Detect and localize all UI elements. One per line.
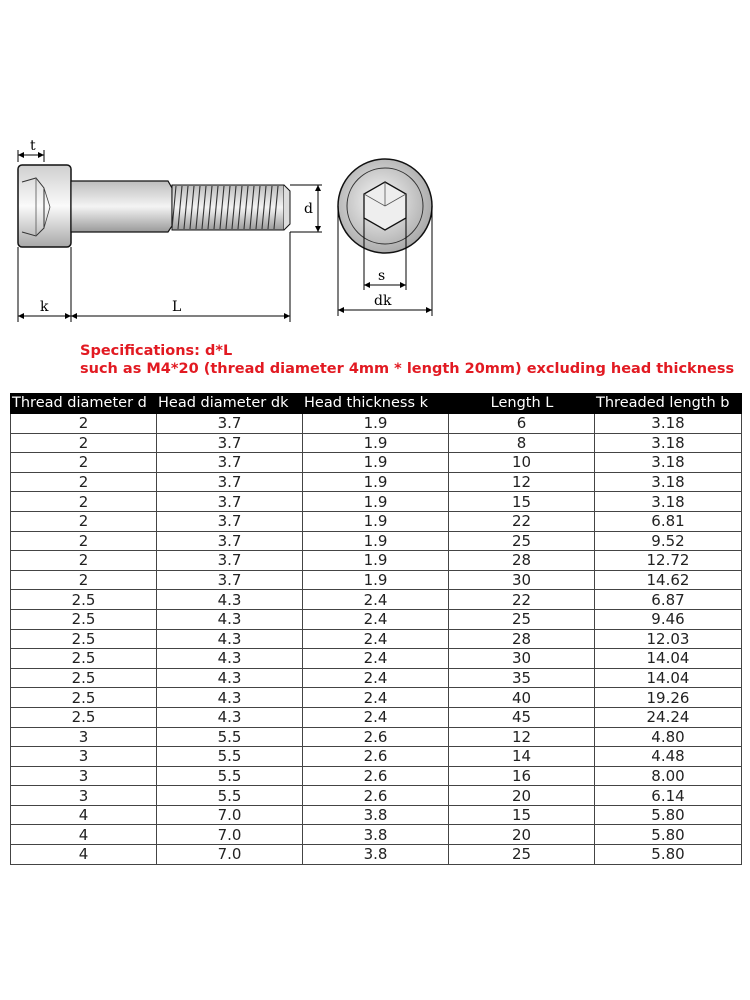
head-diameter-cell: 5.5 <box>157 786 303 806</box>
head-diameter-cell: 3.7 <box>157 551 303 571</box>
length-cell: 22 <box>449 590 595 610</box>
head-thickness-cell: 3.8 <box>303 805 449 825</box>
threaded-length-cell: 3.18 <box>595 492 742 512</box>
thread-diameter-cell: 2.5 <box>11 590 157 610</box>
table-row <box>11 472 742 492</box>
dim-d-label: d <box>304 201 313 217</box>
table-row <box>11 747 742 767</box>
head-thickness-cell: 2.4 <box>303 688 449 708</box>
length-cell: 40 <box>449 688 595 708</box>
dim-dk-label: dk <box>374 293 392 309</box>
screw-side-view <box>18 138 322 322</box>
table-row <box>11 414 742 434</box>
thread-diameter-cell: 2.5 <box>11 668 157 688</box>
length-cell: 45 <box>449 707 595 727</box>
thread-diameter-cell: 2.5 <box>11 688 157 708</box>
head-thickness-cell: 2.6 <box>303 786 449 806</box>
head-diameter-cell: 4.3 <box>157 707 303 727</box>
thread-diameter-cell: 2 <box>11 414 157 434</box>
length-cell: 12 <box>449 727 595 747</box>
head-thickness-cell: 2.6 <box>303 727 449 747</box>
head-thickness-cell: 2.4 <box>303 649 449 669</box>
threaded-length-cell: 14.62 <box>595 570 742 590</box>
head-diameter-cell: 4.3 <box>157 649 303 669</box>
head-thickness-cell: 1.9 <box>303 472 449 492</box>
thread-diameter-cell: 2.5 <box>11 649 157 669</box>
length-cell: 10 <box>449 453 595 473</box>
threaded-length-cell: 12.72 <box>595 551 742 571</box>
threaded-length-cell: 6.14 <box>595 786 742 806</box>
head-diameter-cell: 5.5 <box>157 766 303 786</box>
head-diameter-cell: 4.3 <box>157 668 303 688</box>
head-diameter-cell: 3.7 <box>157 433 303 453</box>
dim-L-label: L <box>172 299 182 315</box>
head-diameter-cell: 4.3 <box>157 590 303 610</box>
length-cell: 6 <box>449 414 595 434</box>
threaded-length-cell: 5.80 <box>595 845 742 865</box>
thread-diameter-cell: 2 <box>11 492 157 512</box>
thread-diameter-cell: 2.5 <box>11 629 157 649</box>
table-header-row <box>11 394 742 414</box>
thread-diameter-cell: 4 <box>11 805 157 825</box>
threaded-length-cell: 3.18 <box>595 414 742 434</box>
spec-line-example: such as M4*20 (thread diameter 4mm * length 20mm) excluding head thickness <box>80 361 735 377</box>
thread-diameter-cell: 2.5 <box>11 707 157 727</box>
length-cell: 25 <box>449 609 595 629</box>
head-diameter-cell: 7.0 <box>157 805 303 825</box>
head-diameter-cell: 5.5 <box>157 747 303 767</box>
table-row <box>11 805 742 825</box>
head-diameter-cell: 3.7 <box>157 492 303 512</box>
thread-diameter-cell: 2 <box>11 472 157 492</box>
threaded-length-cell: 14.04 <box>595 649 742 669</box>
table-row <box>11 629 742 649</box>
table-row <box>11 688 742 708</box>
table-row <box>11 649 742 669</box>
length-cell: 20 <box>449 825 595 845</box>
table-row <box>11 668 742 688</box>
table-row <box>11 453 742 473</box>
spec-line-title: Specifications: d*L <box>80 343 233 359</box>
length-cell: 30 <box>449 649 595 669</box>
head-thickness-cell: 3.8 <box>303 845 449 865</box>
head-diameter-cell: 3.7 <box>157 511 303 531</box>
head-diameter-cell: 4.3 <box>157 629 303 649</box>
head-diameter-cell: 3.7 <box>157 531 303 551</box>
length-cell: 14 <box>449 747 595 767</box>
length-cell: 30 <box>449 570 595 590</box>
head-thickness-cell: 2.6 <box>303 747 449 767</box>
table-row <box>11 786 742 806</box>
threaded-length-cell: 19.26 <box>595 688 742 708</box>
head-diameter-cell: 4.3 <box>157 688 303 708</box>
table-row <box>11 511 742 531</box>
head-thickness-cell: 3.8 <box>303 825 449 845</box>
thread-diameter-cell: 2 <box>11 531 157 551</box>
head-thickness-cell: 1.9 <box>303 453 449 473</box>
thread-diameter-cell: 3 <box>11 747 157 767</box>
head-diameter-cell: 5.5 <box>157 727 303 747</box>
threaded-length-cell: 5.80 <box>595 825 742 845</box>
length-cell: 12 <box>449 472 595 492</box>
length-cell: 15 <box>449 805 595 825</box>
threaded-length-cell: 6.87 <box>595 590 742 610</box>
threaded-length-cell: 14.04 <box>595 668 742 688</box>
head-diameter-cell: 3.7 <box>157 453 303 473</box>
threaded-length-cell: 4.80 <box>595 727 742 747</box>
head-thickness-cell: 2.4 <box>303 668 449 688</box>
length-cell: 8 <box>449 433 595 453</box>
table-row <box>11 766 742 786</box>
table-row <box>11 727 742 747</box>
threaded-length-cell: 9.46 <box>595 609 742 629</box>
table-row <box>11 492 742 512</box>
head-diameter-cell: 3.7 <box>157 570 303 590</box>
thread-diameter-cell: 2 <box>11 453 157 473</box>
threaded-length-cell: 12.03 <box>595 629 742 649</box>
thread-diameter-cell: 2 <box>11 433 157 453</box>
dim-s-label: s <box>378 268 386 284</box>
head-thickness-cell: 1.9 <box>303 551 449 571</box>
header-head-thickness: Head thickness k <box>303 394 449 414</box>
head-thickness-cell: 1.9 <box>303 492 449 512</box>
head-thickness-cell: 2.4 <box>303 609 449 629</box>
threaded-length-cell: 5.80 <box>595 805 742 825</box>
header-threaded-length: Threaded length b <box>595 394 742 414</box>
size-table <box>10 393 742 865</box>
threaded-length-cell: 4.48 <box>595 747 742 767</box>
header-length: Length L <box>449 394 595 414</box>
thread-diameter-cell: 2 <box>11 551 157 571</box>
head-thickness-cell: 1.9 <box>303 433 449 453</box>
thread-diameter-cell: 3 <box>11 727 157 747</box>
threaded-length-cell: 8.00 <box>595 766 742 786</box>
length-cell: 15 <box>449 492 595 512</box>
length-cell: 25 <box>449 531 595 551</box>
thread-diameter-cell: 2.5 <box>11 609 157 629</box>
length-cell: 28 <box>449 629 595 649</box>
length-cell: 20 <box>449 786 595 806</box>
length-cell: 16 <box>449 766 595 786</box>
head-thickness-cell: 2.4 <box>303 629 449 649</box>
table-row <box>11 590 742 610</box>
threaded-length-cell: 24.24 <box>595 707 742 727</box>
table-row <box>11 609 742 629</box>
dim-t-label: t <box>30 138 36 154</box>
header-thread-diameter: Thread diameter d <box>11 394 157 414</box>
head-diameter-cell: 7.0 <box>157 845 303 865</box>
table-row <box>11 570 742 590</box>
threaded-length-cell: 9.52 <box>595 531 742 551</box>
table-body <box>11 414 742 865</box>
thread-diameter-cell: 4 <box>11 825 157 845</box>
head-thickness-cell: 2.6 <box>303 766 449 786</box>
length-cell: 25 <box>449 845 595 865</box>
head-thickness-cell: 1.9 <box>303 414 449 434</box>
head-thickness-cell: 1.9 <box>303 511 449 531</box>
thread-diameter-cell: 2 <box>11 570 157 590</box>
table-row <box>11 551 742 571</box>
thread-diameter-cell: 4 <box>11 845 157 865</box>
head-thickness-cell: 1.9 <box>303 570 449 590</box>
thread-diameter-cell: 2 <box>11 511 157 531</box>
threaded-length-cell: 6.81 <box>595 511 742 531</box>
table-row <box>11 433 742 453</box>
thread-diameter-cell: 3 <box>11 766 157 786</box>
head-thickness-cell: 2.4 <box>303 590 449 610</box>
threaded-length-cell: 3.18 <box>595 433 742 453</box>
head-diameter-cell: 3.7 <box>157 472 303 492</box>
length-cell: 28 <box>449 551 595 571</box>
screw-dimension-drawing <box>0 120 750 340</box>
head-diameter-cell: 3.7 <box>157 414 303 434</box>
head-diameter-cell: 7.0 <box>157 825 303 845</box>
table-row <box>11 825 742 845</box>
threaded-length-cell: 3.18 <box>595 472 742 492</box>
table-row <box>11 707 742 727</box>
header-head-diameter: Head diameter dk <box>157 394 303 414</box>
threaded-length-cell: 3.18 <box>595 453 742 473</box>
head-diameter-cell: 4.3 <box>157 609 303 629</box>
screw-end-view <box>338 159 432 316</box>
head-thickness-cell: 2.4 <box>303 707 449 727</box>
dim-k-label: k <box>40 299 49 315</box>
length-cell: 22 <box>449 511 595 531</box>
thread-diameter-cell: 3 <box>11 786 157 806</box>
table-row <box>11 531 742 551</box>
length-cell: 35 <box>449 668 595 688</box>
table-row <box>11 845 742 865</box>
head-thickness-cell: 1.9 <box>303 531 449 551</box>
